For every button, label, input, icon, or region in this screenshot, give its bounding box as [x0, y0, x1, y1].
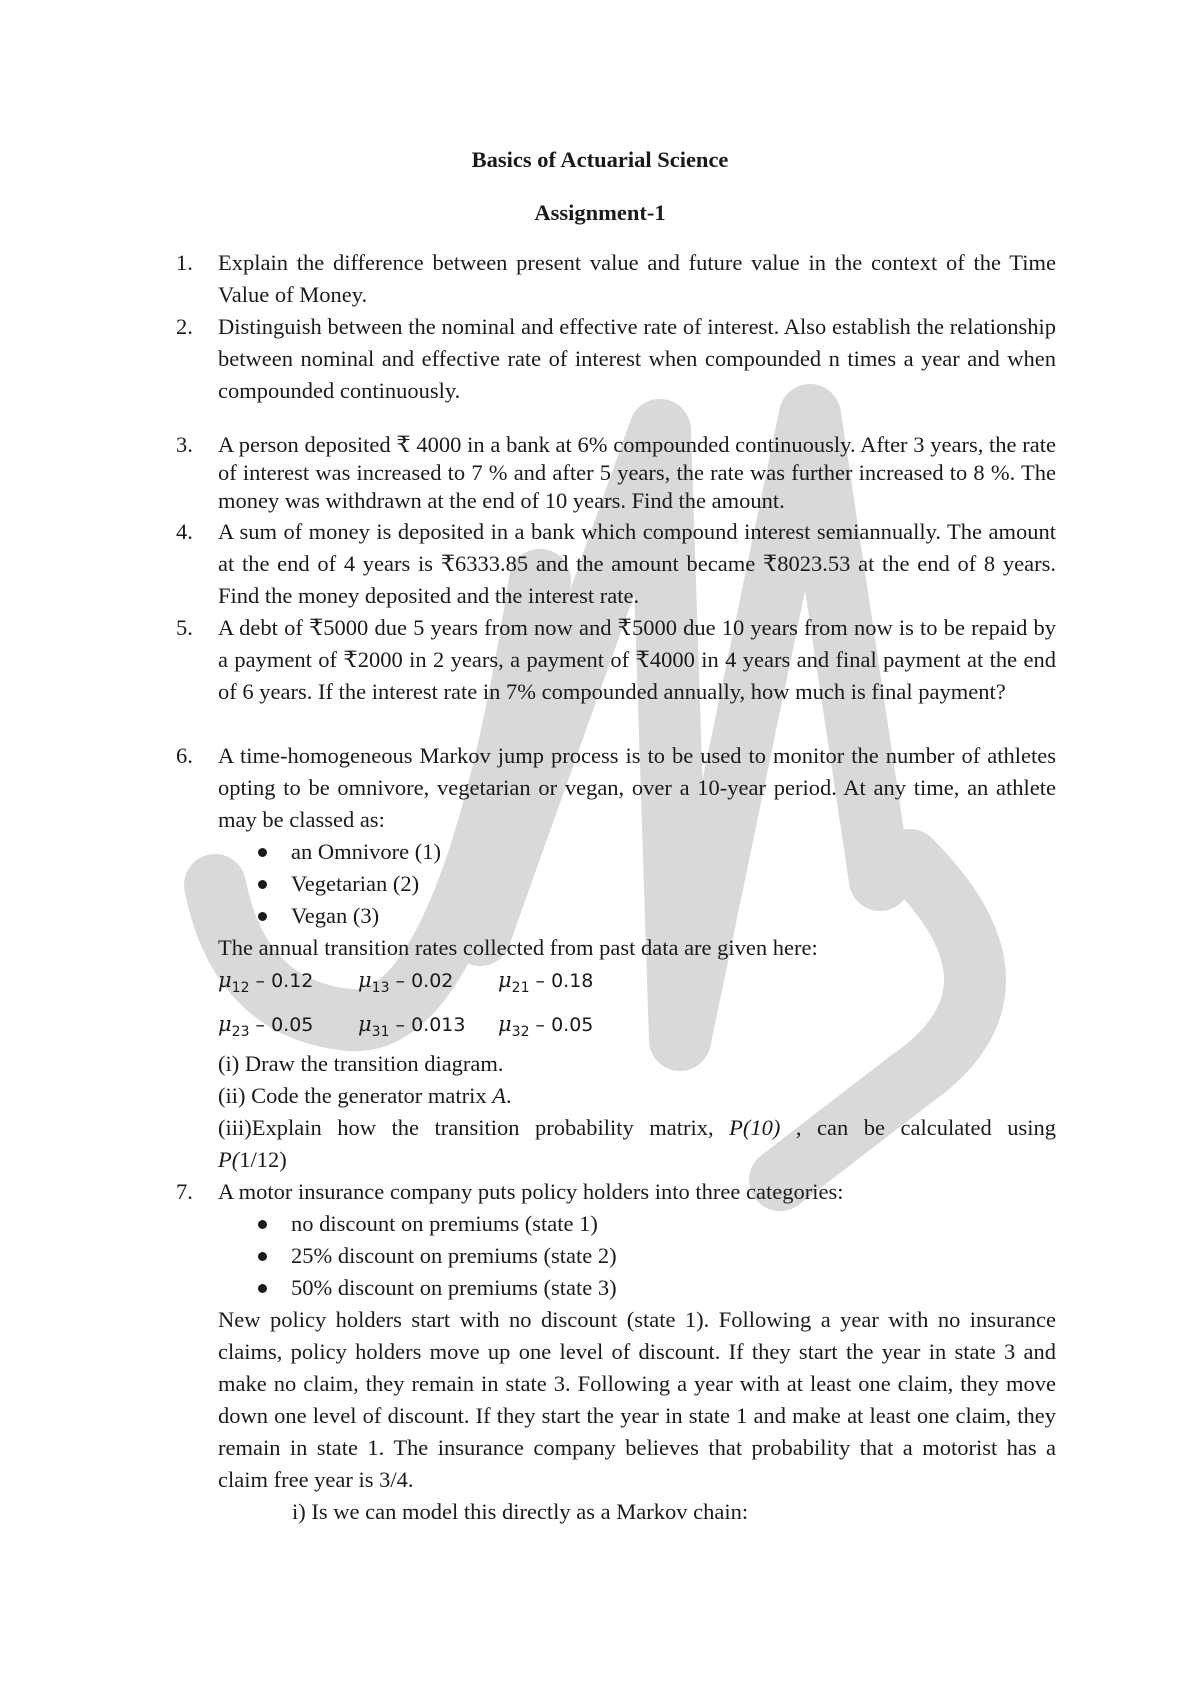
bullet-icon [258, 848, 267, 857]
bullet-icon [258, 880, 267, 889]
q7-sub-question-i: i) Is we can model this directly as a Markov chain: [292, 1499, 749, 1524]
rate-mu32: $\mu_{32} - 0.05$ [498, 1012, 594, 1040]
question-number: 1. [176, 250, 193, 275]
question-text: A time-homogeneous Markov jump process is to be used to monitor the number of athletes opting to be omnivore, vegetarian or vegan, over a 10-year period. At any time, an athlete may be classed as: [218, 743, 1056, 832]
q6-part-iii: (iii)Explain how the transition probability matrix, P(10) , can be calculated using [218, 1115, 1057, 1140]
question-text: A motor insurance company puts policy holders into three categories: [218, 1179, 844, 1204]
question-number: 5. [176, 615, 193, 640]
question-text: Explain the difference between present value and future value in the context of the Time Value of Money. [218, 250, 1056, 307]
question-number: 7. [176, 1179, 193, 1204]
question-number: 6. [176, 743, 193, 768]
bullet-icon [258, 1220, 267, 1229]
question-text: A person deposited ₹ 4000 in a bank at 6% compounded continuously. After 3 years, the rate of interest was increased to 7 % and after 5 years, the rate was further increased to 8 %. The money was withdrawn at the end of 10 years. Find the amount. [218, 432, 1056, 513]
bullet-icon [258, 1252, 267, 1261]
question-number: 3. [176, 432, 193, 457]
list-item-text: Vegan (3) [291, 903, 380, 928]
question-text: A sum of money is deposited in a bank which compound interest semiannually. The amount at the end of 4 years is ₹6333.85 and the amount became ₹8023.53 at the end of 8 years. Find the money deposited and the interest rate. [218, 519, 1056, 608]
list-item-text: 50% discount on premiums (state 3) [291, 1275, 617, 1300]
rate-mu21: $\mu_{21} - 0.18$ [498, 968, 594, 996]
q7-paragraph: New policy holders start with no discount (state 1). Following a year with no insurance claims, policy holders move up one level of discount. If they start the year in state 3 and make no claim, they remain in state 3. Following a year with at least one claim, they move down one level of discount. If they start the year in state 1 and make at least one claim, they remain in state 1. The insurance company believes that probability that a motorist has a claim free year is 3/4. [218, 1307, 1056, 1492]
assignment-subtitle: Assignment-1 [534, 200, 666, 225]
document-title: Basics of Actuarial Science [471, 147, 729, 172]
q6-part-i: (i) Draw the transition diagram. [218, 1051, 504, 1076]
bullet-icon [258, 912, 267, 921]
rate-mu13: $\mu_{13} - 0.02$ [358, 968, 454, 996]
list-item-text: 25% discount on premiums (state 2) [291, 1243, 617, 1268]
rate-mu31: $\mu_{31} - 0.013$ [358, 1012, 466, 1040]
rate-mu12: $\mu_{12} - 0.12$ [218, 968, 314, 996]
list-item-text: no discount on premiums (state 1) [291, 1211, 598, 1236]
bullet-icon [258, 1284, 267, 1293]
question-text: A debt of ₹5000 due 5 years from now and ₹5000 due 10 years from now is to be repaid by a payment of ₹2000 in 2 years, a payment of ₹4000 in 4 years and final payment at the end of 6 years. If the interest rate in 7% compounded annually, how much is final payment? [218, 615, 1056, 704]
question-number: 4. [176, 519, 193, 544]
question-text: Distinguish between the nominal and effective rate of interest. Also establish the relationship between nominal and effective rate of interest when compounded n times a year and when compounded continuously. [218, 314, 1056, 403]
list-item-text: an Omnivore (1) [291, 839, 441, 864]
rates-intro: The annual transition rates collected from past data are given here: [218, 935, 818, 960]
q6-part-ii: (ii) Code the generator matrix A. [218, 1083, 512, 1108]
question-number: 2. [176, 314, 193, 339]
rate-mu23: $\mu_{23} - 0.05$ [218, 1012, 314, 1040]
q6-part-iii-cont: P(1/12) [218, 1147, 287, 1172]
list-item-text: Vegetarian (2) [291, 871, 420, 896]
